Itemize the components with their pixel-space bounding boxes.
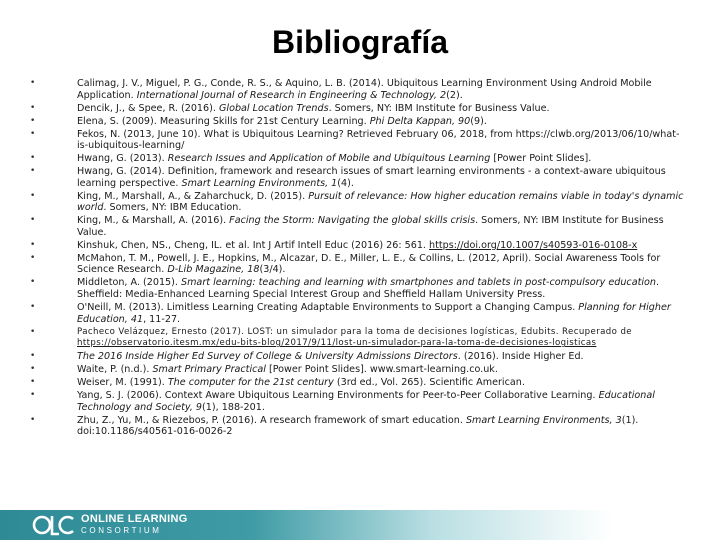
reference-text: . Somers, NY: IBM Education. <box>103 202 242 214</box>
reference-title: Pursuit of relevance: How higher education remains viable in today's dynamic world <box>77 190 684 214</box>
reference-item <box>30 377 685 389</box>
reference-text: . Sheffield: Media-Enhanced Learning Special Interest Group and Sheffield Hallam University Press. <box>77 277 660 300</box>
reference-item <box>30 153 685 165</box>
reference-text: Dencik, J., & Spee, R. (2016). <box>77 102 219 114</box>
reference-item <box>30 327 685 350</box>
reference-title: Educational Technology and Society, 9 <box>77 390 655 413</box>
reference-text: King, M., & Marshall, A. (2016). <box>77 215 230 227</box>
reference-title: Phi Delta Kappan, 90 <box>369 115 471 127</box>
reference-text: McMahon, T. M., Powell, J. E., Hopkins, M., Alcazar, D. E., Miller, L. E., & Collins, L. (2012, April). Social Awareness Tools for Science Research. <box>77 252 661 276</box>
olc-logo-wordmark <box>81 514 188 536</box>
reference-title: Facing the Storm: Navigating the global skills crisis <box>229 215 476 227</box>
reference-item <box>30 215 685 238</box>
reference-title: Smart Primary Practical <box>152 364 266 376</box>
reference-item <box>30 364 685 376</box>
reference-text: King, M., Marshall, A., & Zaharchuck, D. (2015). <box>77 190 309 202</box>
reference-text: (3/4). <box>259 264 286 276</box>
reference-title: D-Lib Magazine, 18 <box>167 264 260 276</box>
reference-item <box>30 166 685 189</box>
reference-title: Smart Learning Environments, 1 <box>181 177 338 189</box>
slide-title: Bibliografía <box>271 24 448 60</box>
reference-item <box>30 116 685 128</box>
reference-text: O'Neill, M. (2013). Limitless Learning Creating Adaptable Environments to Support a Changing Campus. <box>77 301 579 313</box>
reference-text: Elena, S. (2009). Measuring Skills for 21st Century Learning. <box>77 115 370 127</box>
reference-text: (1). doi:10.1186/s40561-016-0026-2 <box>77 414 639 438</box>
reference-text: (1), 188-201. <box>202 401 265 413</box>
reference-text: , 11-27. <box>143 313 181 325</box>
reference-title: Smart Learning Environments, 3 <box>465 414 622 426</box>
logo-line-1: ONLINE LEARNING <box>81 513 188 525</box>
reference-text: Hwang, G. (2014). Definition, framework and research issues of smart learning environments - a context-aware ubiquitous learning perspective. <box>77 166 666 189</box>
logo-line-2: CONSORTIUM <box>81 526 162 535</box>
reference-item <box>30 129 685 152</box>
reference-item <box>30 191 685 214</box>
reference-text: Fekos, N. (2013, June 10). What is Ubiquitous Learning? Retrieved February 06, 2018, from https://clwb.org/2013/06/10/what-is-ubiquitous-learning/ <box>77 128 680 152</box>
reference-text: Calimag, J. V., Miguel, P. G., Conde, R. S., & Aquino, L. B. (2014). Ubiquitous Learning Environment Using Android Mobile Application. <box>77 78 652 101</box>
olc-logo-icon <box>32 513 76 537</box>
reference-title: The computer for the 21st century <box>167 377 334 389</box>
reference-text: Zhu, Z., Yu, M., & Riezebos, P. (2016). A research framework of smart education. <box>77 414 466 426</box>
reference-item <box>30 78 685 101</box>
reference-item <box>30 390 685 413</box>
reference-item <box>30 302 685 325</box>
reference-text: . (2016). Inside Higher Ed. <box>457 351 584 363</box>
reference-text: [Power Point Slides]. <box>490 153 592 165</box>
reference-text: Pacheco Velázquez, Ernesto (2017). LOST: un simulador para la toma de decisiones logísticas, Edubits. Recuperado de <box>77 326 632 337</box>
reference-text: . Somers, NY: IBM Institute for Business Value. <box>328 102 550 114</box>
reference-text: (4). <box>337 177 354 189</box>
reference-link[interactable]: https://doi.org/10.1007/s40593-016-0108-x <box>429 239 638 251</box>
reference-text: [Power Point Slides]. www.smart-learning.co.uk. <box>265 364 498 376</box>
olc-logo <box>32 512 188 538</box>
reference-text: . Somers, NY: IBM Institute for Business Value. <box>77 215 664 238</box>
reference-title: The 2016 Inside Higher Ed Survey of College & University Admissions Directors <box>77 351 458 363</box>
reference-item <box>30 240 685 252</box>
reference-text: Waite, P. (n.d.). <box>77 364 153 376</box>
reference-item <box>30 277 685 300</box>
reference-item <box>30 103 685 115</box>
reference-text: (3rd ed., Vol. 265). Scientific American. <box>333 377 525 389</box>
reference-text: Kinshuk, Chen, NS., Cheng, IL. et al. Int J Artif Intell Educ (2016) 26: 561. <box>77 239 430 251</box>
reference-title: Global Location Trends <box>218 102 329 114</box>
reference-title: Smart learning: teaching and learning with smartphones and tablets in post-compulsory education <box>181 277 656 289</box>
reference-item <box>30 253 685 276</box>
reference-text: (2). <box>446 89 463 101</box>
reference-title: Planning for Higher Education, 41 <box>77 301 671 325</box>
reference-link[interactable]: https://observatorio.itesm.mx/edu-bits-blog/2017/9/11/lost-un-simulador-para-la-toma-de-decisiones-logisticas <box>77 338 597 349</box>
reference-text: Yang, S. J. (2006). Context Aware Ubiquitous Learning Environments for Peer-to-Peer Collaborative Learning. <box>77 390 599 402</box>
reference-text: Middleton, A. (2015). <box>77 277 181 289</box>
reference-text: (9). <box>470 115 487 127</box>
reference-item <box>30 351 685 363</box>
reference-title: Research Issues and Application of Mobile and Ubiquitous Learning <box>167 153 491 165</box>
reference-text: Hwang, G. (2013). <box>77 153 168 165</box>
reference-text: Weiser, M. (1991). <box>77 377 168 389</box>
reference-title: International Journal of Research in Engineering & Technology, 2 <box>136 89 447 101</box>
reference-list <box>30 78 685 439</box>
reference-item <box>30 415 685 438</box>
